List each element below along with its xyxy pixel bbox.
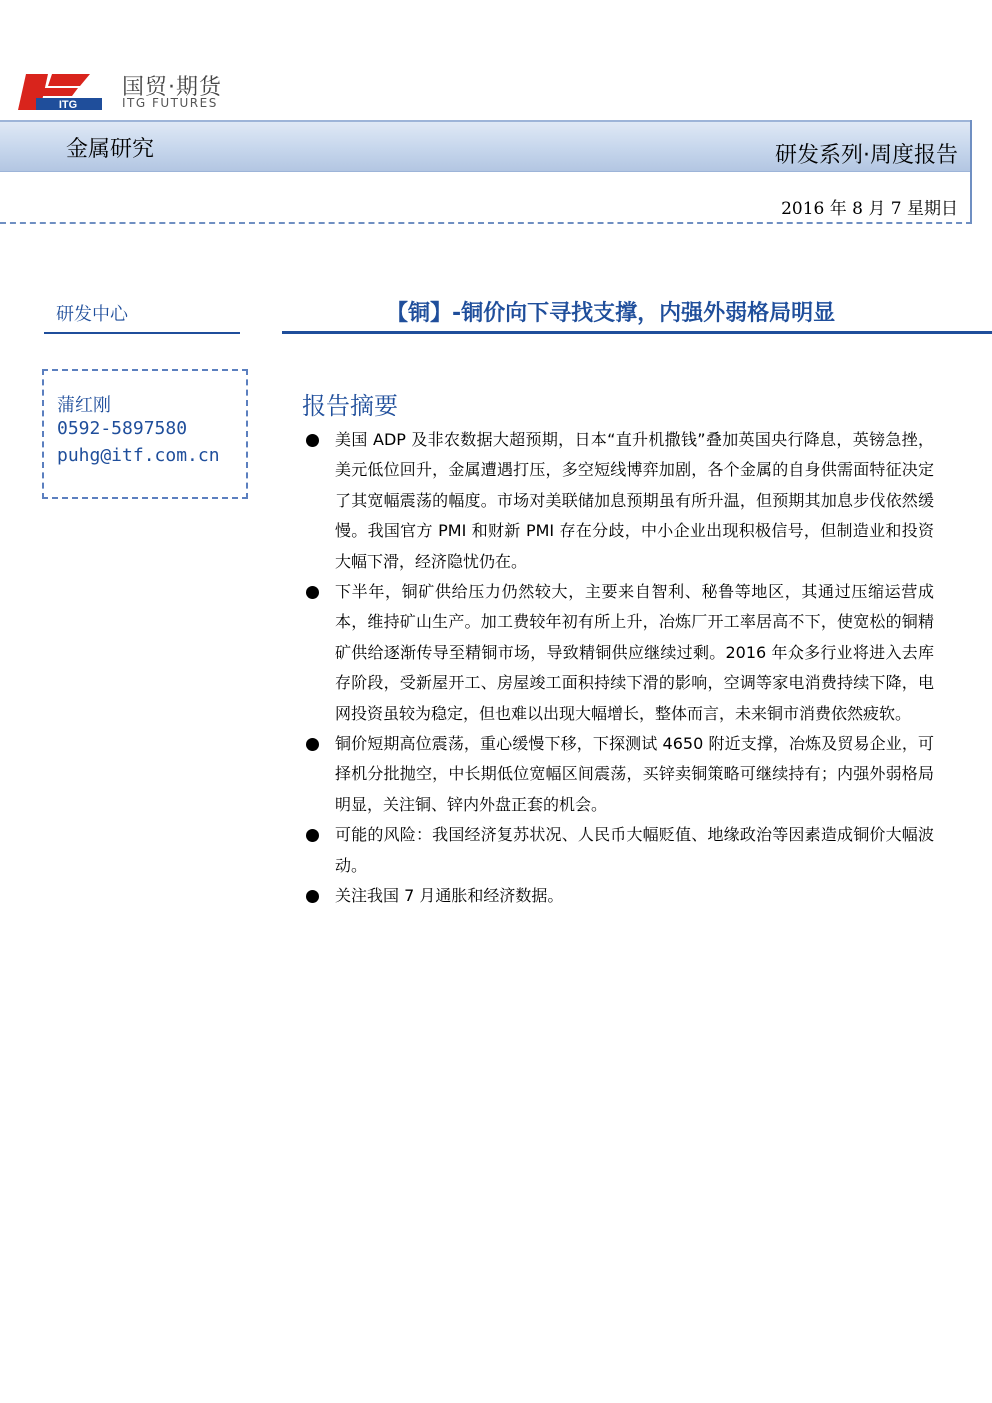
summary-item-text: 下半年，铜矿供给压力仍然较大，主要来自智利、秘鲁等地区，其通过压缩运营成本，维持矿山生产。加工费较年初有所上升，冶炼厂开工率居高不下，使宽松的铜精矿供给逐渐传导至精铜市场，导致精铜供应继续过剩。2016 年众多行业将进入去库存阶段，受新屋开工、房屋竣工面积持续下滑的影响，空调等家电消费持续下降，电网投资虽较为稳定，但也难以出现大幅增长，整体而言，未来铜市消费依然疲软。 [335,582,934,723]
header-divider [0,222,972,224]
bullet-icon [306,586,319,599]
report-date: 2016 年 8 月 7 星期日 [781,199,958,219]
summary-item-text: 关注我国 7 月通胀和经济数据。 [335,886,564,906]
analyst-contact-box [42,369,248,499]
logo-en-text: ITG FUTURES [122,96,218,110]
summary-item [306,729,934,820]
report-title-underline [282,331,992,334]
bullet-icon [306,890,319,903]
logo-cn-text: 国贸·期货 [122,75,222,100]
logo-mark-text: ITG [58,99,78,111]
header-side-rule [970,120,972,224]
summary-item [306,577,934,729]
summary-item [306,820,934,881]
summary-item-text: 美国 ADP 及非农数据大超预期，日本“直升机撒钱”叠加英国央行降息，英镑急挫，美元低位回升，金属遭遇打压，多空短线博弈加剧，各个金属的自身供需面特征决定了其宽幅震荡的幅度。市场对美联储加息预期虽有所升温，但预期其加息步伐依然缓慢。我国官方 PMI 和财新 PMI 存在分歧，中小企业出现积极信号，但制造业和投资大幅下滑，经济隐忧仍在。 [335,430,934,571]
series-title: 研发系列·周度报告 [775,143,958,168]
category-title: 金属研究 [66,137,155,162]
report-title: 【铜】-铜价向下寻找支撑，内强外弱格局明显 [386,301,836,326]
bullet-icon [306,434,319,447]
analyst-name: 蒲红刚 [57,395,111,416]
analyst-phone: 0592-5897580 [57,418,188,439]
summary-item [306,881,934,911]
analyst-email: puhg@itf.com.cn [57,445,220,466]
summary-list [306,425,934,912]
research-center-underline [44,332,240,334]
research-center-label: 研发中心 [56,304,128,325]
header-band [0,120,972,172]
itg-logo-icon [18,72,104,112]
summary-item-text: 铜价短期高位震荡，重心缓慢下移，下探测试 4650 附近支撑，冶炼及贸易企业，可择机分批抛空，中长期低位宽幅区间震荡，买锌卖铜策略可继续持有；内强外弱格局明显，关注铜、锌内外盘正套的机会。 [335,734,934,814]
summary-item [306,425,934,577]
bullet-icon [306,829,319,842]
summary-item-text: 可能的风险：我国经济复苏状况、人民币大幅贬值、地缘政治等因素造成铜价大幅波动。 [335,825,934,875]
summary-heading: 报告摘要 [302,392,398,420]
company-logo [18,66,222,114]
bullet-icon [306,738,319,751]
